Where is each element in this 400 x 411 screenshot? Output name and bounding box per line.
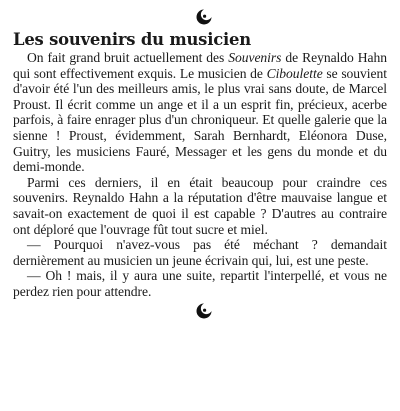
paragraph-1-part-e: se souvient d'avoir été l'un des meilleurs amis, le plus vrai sans doute, de Marcel Proust. Il écrit comme un ange et il a un esprit fin, précieux, acerbe parfois, à faire enrager plus d'un chroniqueur. Et quelle galerie que la sienne ! Proust, évidemment, Sarah Bernhardt, Eléonora Duse, Guitry, les musiciens Fauré, Messager et les gens du monde et du demi-monde.	[13, 65, 387, 175]
paragraph-2: Parmi ces derniers, il en était beaucoup pour craindre ces souvenirs. Reynaldo Hahn a la réputation d'être mauvaise langue et savait-on exactement de quoi il est capable ? D'autres au contraire ont déploré que l'ouvrage fût tout sucre et miel.	[13, 174, 387, 237]
paragraph-1-part-c: de Reynaldo Hahn qui sont effectivement exquis. Le musicien de	[13, 50, 387, 81]
souvenirs-title: Souvenirs	[228, 50, 282, 65]
crescent-dot-icon	[195, 302, 213, 320]
paragraph-3: — Pourquoi n'avez-vous pas été méchant ? demandait dernièrement au musicien un jeune écrivain qui, lui, est une peste.	[13, 237, 387, 268]
paragraph-4: — Oh ! mais, il y aura une suite, repartit l'interpellé, et vous ne perdez rien pour attendre.	[13, 268, 387, 299]
article-title: Les souvenirs du musicien	[13, 30, 251, 49]
article-body	[13, 50, 387, 300]
paragraph-1	[13, 50, 387, 175]
paragraph-1-part-a: On fait grand bruit actuellement des	[27, 50, 229, 65]
ciboulette-title: Ciboulette	[266, 65, 323, 81]
crescent-dot-icon	[195, 8, 213, 26]
top-ornament	[21, 6, 387, 28]
bottom-ornament	[21, 300, 387, 322]
